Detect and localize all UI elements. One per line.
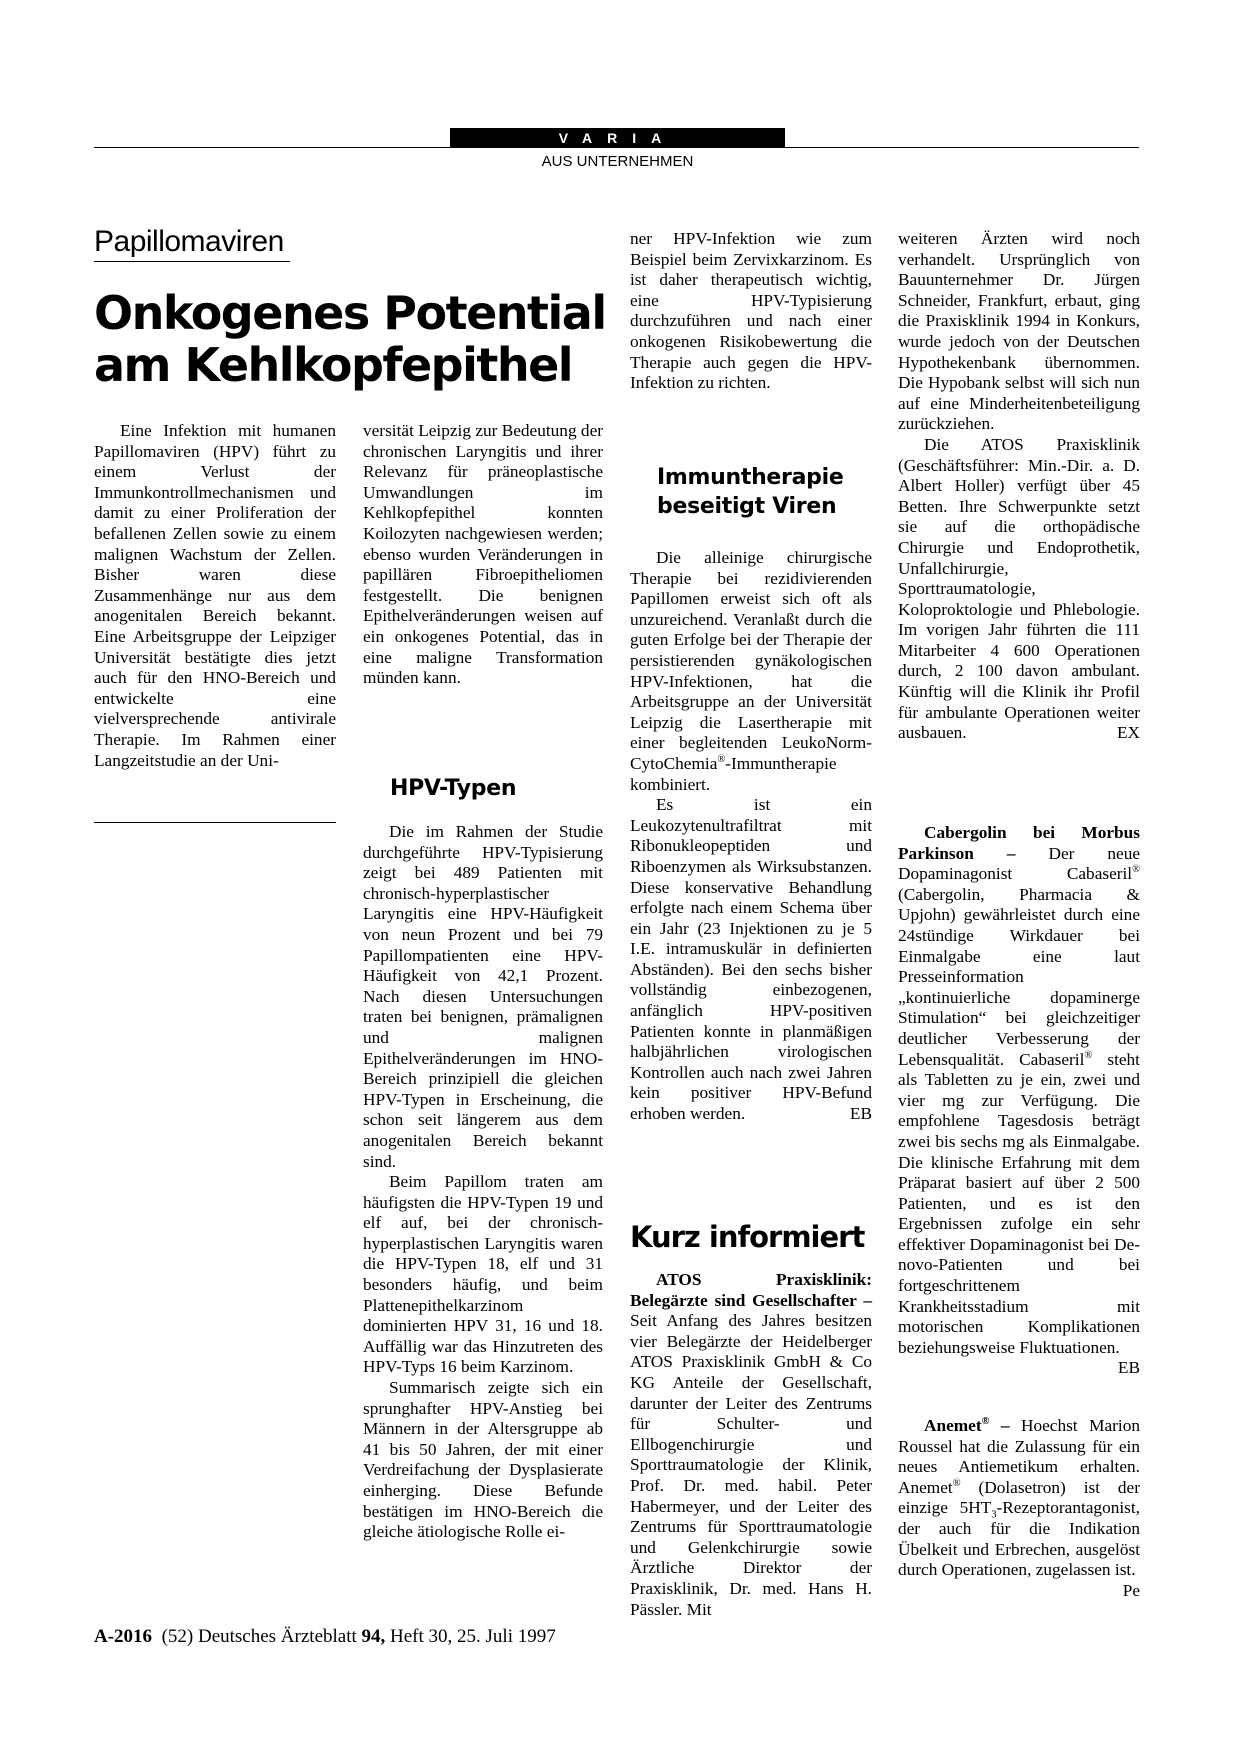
cabergolin-title: Cabergolin bei Morbus Parkinson – [898,823,1140,863]
anemet-title: Anemet® – [924,1416,1010,1435]
hpv-paragraph-3: Summarisch zeigte sich ein sprunghafter HPV-Anstieg bei Männern in der Altersgruppe ab 41 bis 50 Jahren, der mit einer Verdreifachung der Dysplasierate einherging. Diese Befunde bestätigen im HNO-Bereich die gleiche ätiologische Rolle ei- [363,1378,603,1542]
column-3-immuntherapie [630,548,872,1125]
author-signature: EB [849,1104,872,1124]
varia-band: VARIA [450,128,785,148]
author-signature: Pe [1122,1580,1140,1600]
continuation-paragraph: versität Leipzig zur Bedeutung der chronischen Laryngitis und ihrer Relevanz für präneoplastische Umwandlungen im Kehlkopfepithel konnten Koilozyten nachgewiesen werden; ebenso wurden Veränderungen in papillären Fibroepitheliomen festgestellt. Die benignen Epithelveränderungen weisen auf ein onkogenes Potential, das in eine maligne Transformation münden kann. [363,421,603,688]
headline-line-2: am Kehlkopfepithel [94,338,573,392]
anemet-paragraph: Anemet® – Hoechst Marion Roussel hat die Zulassung für ein neues Antiemetikum erhalten. Anemet® (Dolasetron) ist der einzige $5HT_3$-Rezeptorantagonist, der auch für die Indikation Übelkeit und Erbrechen, ausgelöst durch Operationen, zugelassen ist. Pe [898,1416,1140,1600]
author-signature: EX [1116,723,1140,743]
column-4-atos [898,229,1140,744]
subhead-line-1: Immuntherapie [657,465,844,490]
column-3-atos [630,1270,872,1620]
column-4-cabergolin [898,823,1140,1379]
subhead-kurz-informiert: Kurz informiert [630,1220,865,1254]
subhead-immuntherapie [657,463,843,521]
subhead-line-2: beseitigt Viren [657,494,837,519]
hpv-paragraph-2: Beim Papillom traten am häufigsten die HPV-Typen 19 und elf auf, bei der chronisch-hyperplastischen Laryngitis waren die HPV-Typen 18, elf und 31 besonders häufig, und beim Plattenepithelkarzinom dominierten HPV 31, 16 und 18. Auffällig war das Hinzutreten des HPV-Typs 16 beim Karzinom. [363,1172,603,1377]
headline-line-1: Onkogenes Potential [94,286,606,340]
column-2-top [363,421,603,689]
article-kicker: Papillomaviren [94,225,290,262]
atos-title: ATOS Praxisklinik: Belegärzte sind Gesellschafter – [630,1270,872,1310]
atos-paragraph-2: Die ATOS Praxisklinik (Geschäftsführer: Min.-Dir. a. D. Albert Holler) verfügt über 45 Betten. Ihre Schwerpunkte setzt sie auf die orthopädische Chirurgie und Endoprothetik, Unfallchirurgie, Sporttraumatologie, Koloproktologie und Phlebologie. Im vorigen Jahr führten die 111 Mitarbeiter 4 600 Operationen durch, 2 100 davon ambulant. Künftig will die Klinik ihr Profil für ambulante Operationen weiter ausbauen. EX [898,434,1140,743]
section-label: AUS UNTERNEHMEN [541,153,694,170]
article-headline [94,287,624,391]
intro-end-rule [94,822,336,823]
column-3-top [630,229,872,394]
page-footer: A-2016 (52) Deutsches Ärzteblatt 94, Heft 30, 25. Juli 1997 [94,1626,556,1647]
atos-paragraph-1: ATOS Praxisklinik: Belegärzte sind Gesellschafter – Seit Anfang des Jahres besitzen vier Belegärzte der Heidelberger ATOS Praxisklinik GmbH & Co KG Anteile der Gesellschaft, darunter der Leiter des Zentrums für Schulter- und Ellbogenchirurgie und Sporttraumatologie der Klinik, Prof. Dr. med. habil. Peter Habermeyer, und der Leiter des Zentrums für Sporttraumatologie und Gelenkchirurgie sowie Ärztliche Direktor der Praxisklinik, Dr. med. Hans H. Pässler. Mit [630,1270,872,1619]
cabergolin-paragraph: Cabergolin bei Morbus Parkinson – Der neue Dopaminagonist Cabaseril® (Cabergolin, Pharmacia & Upjohn) gewährleistet durch eine 24stündige Wirkdauer bei Einmalgabe eine laut Presseinformation „kontinuierliche dopaminerge Stimulation“ bei gleichzeitiger deutlicher Verbesserung der Lebensqualität. Cabaseril® steht als Tabletten zu je ein, zwei und vier mg zur Verfügung. Die empfohlene Tagesdosis beträgt zwei bis sechs mg als Einmalgabe. Die klinische Erfahrung mit dem Präparat basiert auf über 2 500 Patienten, und es ist den Ergebnissen zufolge ein sehr effektiver Dopaminagonist bei De-novo-Patienten und bei fortgeschrittenem Krankheitsstadium mit motorischen Komplikationen beziehungsweise Fluktuationen. EB [898,823,1141,1378]
subhead-hpv-typen: HPV-Typen [390,776,517,801]
immun-paragraph-2: Es ist ein Leukozytenultrafiltrat mit Ribonukleopeptiden und Riboenzymen als Wirksubstanzen. Diese konservative Behandlung erfolgte nach einem Schema über ein Jahr (23 Injektionen zu je 5 I.E. intramuskulär in definierten Abständen). Bei den sechs bisher vollständig einbezogenen, anfänglich HPV-positiven Patienten konnte in planmäßigen halbjährlichen virologischen Kontrollen auch nach zwei Jahren kein positiver HPV-Befund erhoben werden. EB [630,795,872,1124]
intro-paragraph: Eine Infektion mit humanen Papillomaviren (HPV) führt zu einem Verlust der Immunkontrollmechanismen und damit zu einer Proliferation der befallenen Zellen sowie zu einem malignen Wachstum der Zellen. Bisher waren diese Zusammenhänge nur aus dem anogenitalen Bereich bekannt. Eine Arbeitsgruppe der Leipziger Universität bestätigte dies jetzt auch für den HNO-Bereich und entwickelte eine vielversprechende antivirale Therapie. Im Rahmen einer Langzeitstudie an der Uni- [94,421,336,770]
column-2-hpv [363,822,603,1543]
column-4-anemet [898,1416,1140,1601]
author-signature: EB [1117,1358,1140,1378]
volume-number: 94, [361,1626,386,1647]
continuation-paragraph: ner HPV-Infektion wie zum Beispiel beim Zervixkarzinom. Es ist daher therapeutisch wichtig, eine HPV-Typisierung durchzuführen und nach einer onkogenen Risikobewertung die Therapie auch gegen die HPV-Infektion zu richten. [630,229,872,393]
page-number: A-2016 [94,1626,153,1647]
column-1-intro [94,421,336,771]
atos-continuation: weiteren Ärzten wird noch verhandelt. Ursprünglich von Bauunternehmer Dr. Jürgen Schneider, Frankfurt, erbaut, ging die Praxisklinik 1994 in Konkurs, wurde jedoch von der Deutschen Hypothekenbank übernommen. Die Hypobank selbst will sich nun auf eine Minderheitenbeteiligung zurückziehen. [898,229,1140,434]
hpv-paragraph-1: Die im Rahmen der Studie durchgeführte HPV-Typisierung zeigt bei 489 Patienten mit chronisch-hyperplastischer Laryngitis eine HPV-Häufigkeit von neun Prozent und bei 79 Papillompatienten eine HPV-Häufigkeit von 42,1 Prozent. Nach diesen Untersuchungen traten bei benignen, prämalignen und malignen Epithelveränderungen im HNO-Bereich prinzipiell die gleichen HPV-Typen in Erscheinung, die schon seit längerem aus dem anogenitalen Bereich bekannt sind. [363,822,603,1171]
immun-paragraph-1: Die alleinige chirurgische Therapie bei rezidivierenden Papillomen erweist sich oft als unzureichend. Veranlaßt durch die guten Erfolge bei der Therapie der persistierenden gynäkologischen HPV-Infektionen, hat die Arbeitsgruppe an der Universität Leipzig die Lasertherapie mit einer begleitenden LeukoNorm-CytoChemia®-Immuntherapie kombiniert. [630,548,872,794]
